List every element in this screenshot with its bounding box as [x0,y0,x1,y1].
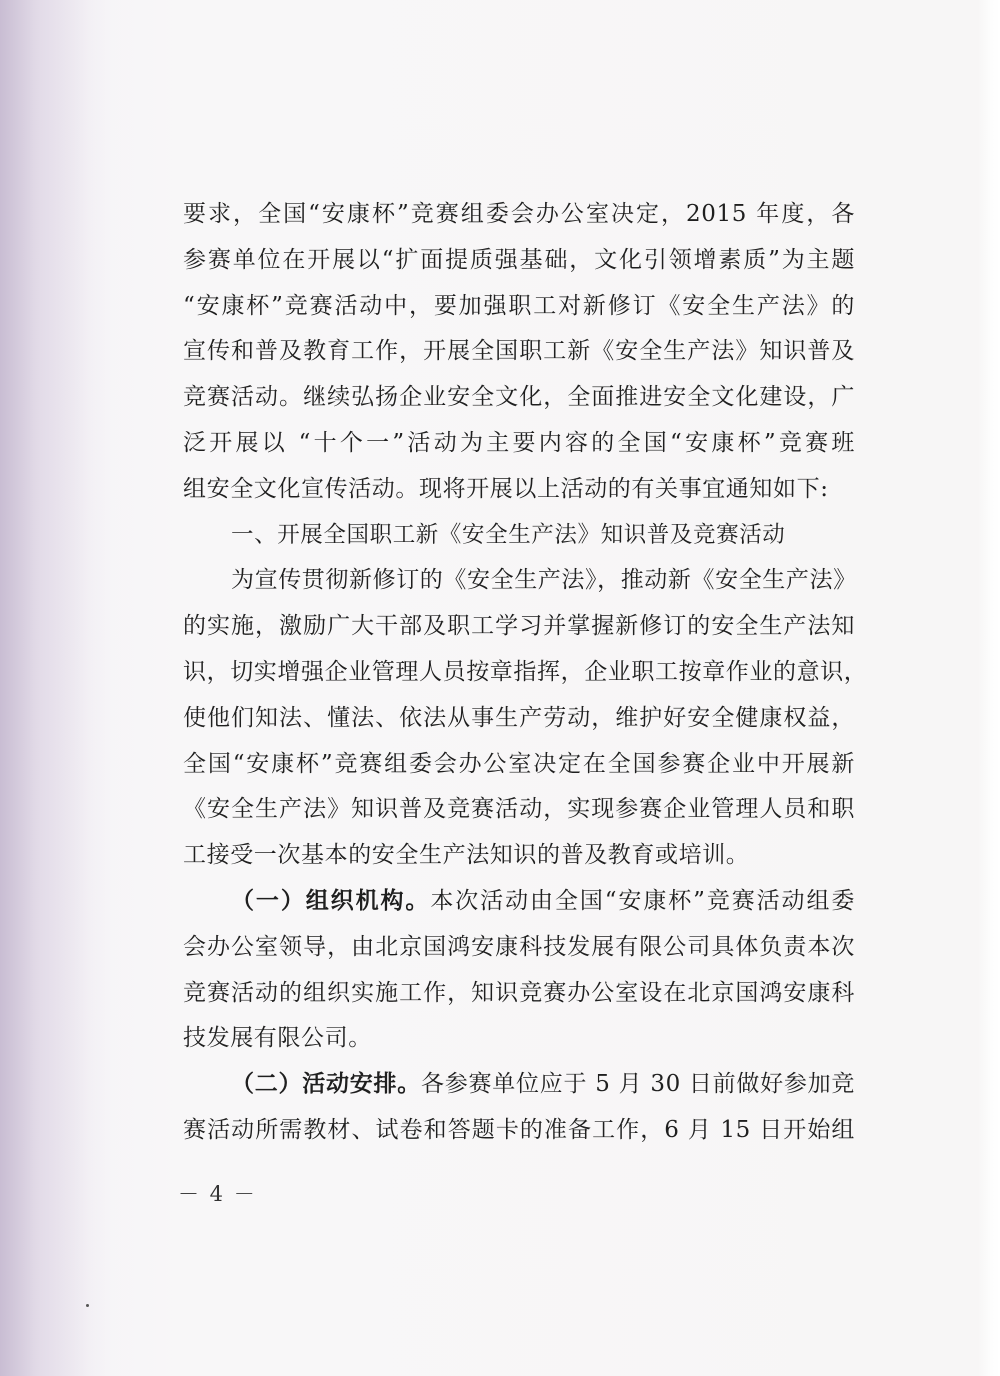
item-label: （一）组织机构。 [231,887,431,914]
item-text: 各参赛单位应于 5 月 30 日前做好参加竞 [420,1071,855,1098]
scan-binding-shadow [0,0,110,1376]
body-line: 竞赛活动。继续弘扬企业安全文化，全面推进安全文化建设，广 [183,384,855,411]
item-line [183,879,855,925]
item-label: （二）活动安排。 [231,1071,421,1098]
page-number: － 4 － [178,1182,257,1206]
body-line: 为宣传贯彻新修订的《安全生产法》，推动新《安全生产法》 [231,567,857,594]
section-heading: 一、开展全国职工新《安全生产法》知识普及竞赛活动 [231,521,786,548]
body-line: 要求，全国“安康杯”竞赛组委会办公室决定，2015 年度，各 [183,201,855,227]
body-line: 竞赛活动的组织实施工作，知识竞赛办公室设在北京国鸿安康科 [183,979,855,1006]
scan-speck [86,1304,89,1307]
item-text: 本次活动由全国“安康杯”竞赛活动组委 [430,887,855,914]
body-line: “安康杯”竞赛活动中，要加强职工对新修订《安全生产法》的 [183,292,855,319]
body-line: 的实施，激励广大干部及职工学习并掌握新修订的安全生产法知 [183,613,855,640]
body-line: 工接受一次基本的安全生产法知识的普及教育或培训。 [183,842,750,869]
body-line: 使他们知法、懂法、依法从事生产劳动，维护好安全健康权益， [183,704,855,731]
body-line: 《安全生产法》知识普及竞赛活动，实现参赛企业管理人员和职 [183,796,855,823]
body-line: 宣传和普及教育工作，开展全国职工新《安全生产法》知识普及 [183,338,855,365]
scan-right-edge [978,0,1000,1376]
body-line: 会办公室领导，由北京国鸿安康科技发展有限公司具体负责本次 [183,933,855,960]
body-line: 组安全文化宣传活动。现将开展以上活动的有关事宜通知如下: [183,475,829,502]
body-line: 参赛单位在开展以“扩面提质强基础，文化引领增素质”为主题 [183,246,855,273]
body-line: 技发展有限公司。 [183,1025,372,1052]
item-line [183,1062,855,1108]
body-line: 泛开展以 “十个一”活动为主要内容的全国“安康杯”竞赛班 [183,429,855,456]
document-body [183,192,868,1154]
body-line: 识，切实增强企业管理人员按章指挥，企业职工按章作业的意识， [183,658,868,685]
body-line: 全国“安康杯”竞赛组委会办公室决定在全国参赛企业中开展新 [183,750,855,777]
body-line: 赛活动所需教材、试卷和答题卡的准备工作，6 月 15 日开始组 [183,1116,855,1143]
